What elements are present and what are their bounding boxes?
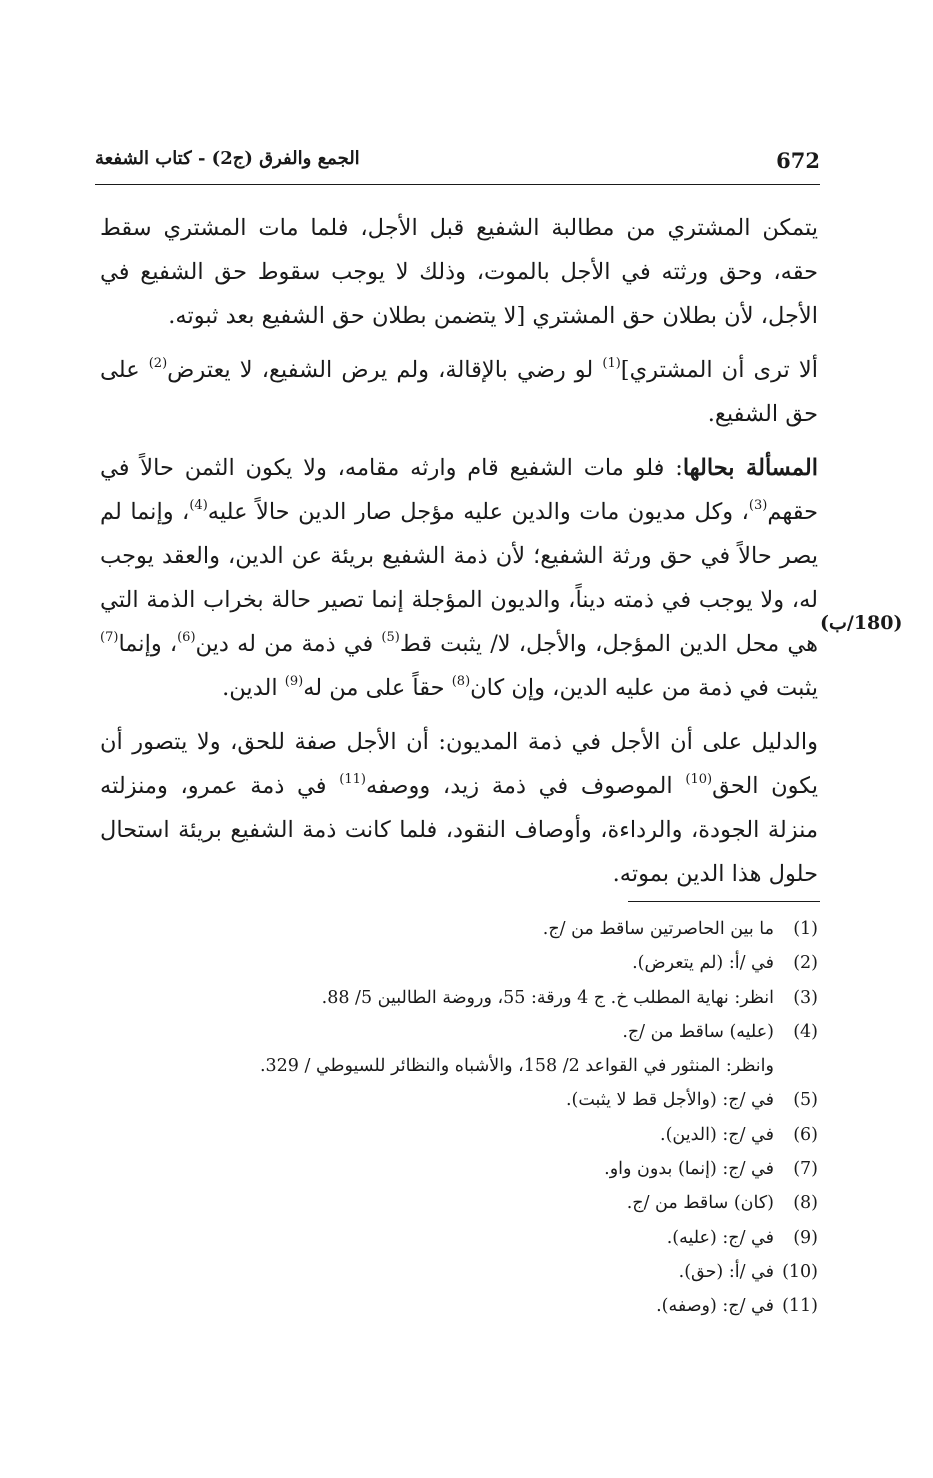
running-title: الجمع والفرق (ج2) - كتاب الشفعة [95,148,360,169]
text-segment: ، وإنما لم يصر حالاً في حق ورثة الشفيع؛ لأن ذمة الشفيع بريئة عن الدين، والعقد يوجب له، ولا يوجب في ذمته ديناً، والديون المؤجلة إنما تصير حالة بخراب الذمة التي هي محل الدين المؤجل، والأجل، لا/ يثبت قط [100,499,818,657]
footnote [100,1118,818,1152]
footnote-text: (كان) ساقط من /ج. [626,1193,774,1214]
text-segment: في ذمة عمرو، ومنزلته منزلة الجودة، والرداءة، وأوصاف النقود، فلما كانت ذمة الشفيع بريئة استحال حلول هذا الدين بموته. [100,773,818,887]
footnote-text: في /ج: (الدين). [660,1124,774,1145]
text-segment: والدليل على أن الأجل في ذمة المديون: أن الأجل صفة للحق، ولا يتصور أن يكون الحق [100,729,818,799]
footnote [100,1015,818,1049]
footnote-number: (3) [793,987,818,1008]
main-text [100,206,818,906]
footnote [100,1255,818,1289]
paragraph-1 [100,206,818,338]
footnote [100,1221,818,1255]
section-lead: المسألة بحالها [682,455,818,481]
paragraph-text: يتمكن المشتري من مطالبة الشفيع قبل الأجل، فلما مات المشتري سقط حقه، وحق ورثته في الأجل بالموت، وذلك لا يوجب سقوط حق الشفيع في الأجل، لأن بطلان حق المشتري [لا يتضمن بطلان حق الشفيع بعد ثبوته. [100,215,818,329]
footnotes [100,912,818,1324]
footnote-marker: (4) [189,498,208,513]
footnote-text: في /أ: (حق). [678,1261,774,1282]
footnote-number: (6) [793,1124,818,1145]
footnote-text: في /ج: (إنما) بدون واو. [604,1159,774,1180]
footnote [100,981,818,1015]
footnote-marker: (2) [148,356,168,371]
footnote-number: (9) [793,1227,818,1248]
footnote-text: في /ج: (عليه). [666,1227,774,1248]
footnote-continuation [100,1049,818,1083]
text-segment: يثبت في ذمة من عليه الدين، وإن كان [470,675,818,701]
footnote-marker: (8) [451,674,471,689]
footnote-text: انظر: نهاية المطلب خ. ج 4 ورقة: 55، وروضة الطالبين 5/ 88. [321,987,774,1008]
footnote-text: في /ج: (والأجل قط لا يثبت). [565,1090,774,1111]
footnote-marker: (10) [685,772,713,787]
footnote [100,1083,818,1117]
footnote-number: (5) [793,1090,818,1111]
text-segment: لو رضي بالإقالة، ولم يرض الشفيع، لا يعترض [167,357,603,383]
paragraph-3 [100,446,818,710]
text-segment: الدين. [222,675,285,701]
footnote-marker: (11) [339,772,366,787]
footnote-number: (11) [782,1296,818,1317]
footnote-number: (7) [793,1159,818,1180]
footnote-text: (عليه) ساقط من /ج. [622,1021,774,1042]
footnote-marker: (9) [284,674,304,689]
text-segment: في ذمة من له دين [195,631,382,657]
footnote-marker: (1) [602,356,621,371]
text-segment: الموصوف في ذمة زيد، ووصفه [365,773,686,799]
manuscript-folio-note: (180/ب) [820,612,903,634]
footnote-number: (8) [793,1193,818,1214]
text-segment: : فلو مات الشفيع قام وارثه مقامه، ولا يكون الثمن حالاً في حقهم [100,455,818,525]
footnote [100,946,818,980]
text-segment: على حق الشفيع. [100,357,818,427]
footnote-text: في /أ: (لم يتعرض). [632,953,774,974]
footnote [100,912,818,946]
paragraph-4 [100,720,818,896]
page-header [95,140,820,185]
footnote-marker: (7) [100,630,119,645]
footnote-separator [628,901,820,902]
text-segment: ، وإنما [118,631,178,657]
footnote-number: (1) [793,919,818,939]
text-segment: ، وكل مديون مات والدين عليه مؤجل صار الدين حالاً عليه [207,499,749,525]
footnote [100,1152,818,1186]
paragraph-2 [100,348,818,436]
footnote-marker: (6) [177,630,196,645]
footnote-number: (4) [793,1021,818,1042]
footnote [100,1289,818,1323]
text-segment: ألا ترى أن المشتري] [620,357,818,383]
page-number: 672 [776,148,820,173]
footnote-number: (2) [793,953,818,974]
footnote-text: ما بين الحاصرتين ساقط من /ج. [542,919,774,939]
footnote-number: (10) [782,1261,818,1282]
footnote [100,1186,818,1220]
footnote-marker: (3) [748,498,768,513]
footnote-text: في /ج: (وصفه). [656,1296,774,1317]
footnote-text: وانظر: المنثور في القواعد 2/ 158، والأشباه والنظائر للسيوطي / 329. [259,1056,774,1077]
footnote-marker: (5) [381,630,400,645]
text-segment: حقاً على من له [303,675,452,701]
